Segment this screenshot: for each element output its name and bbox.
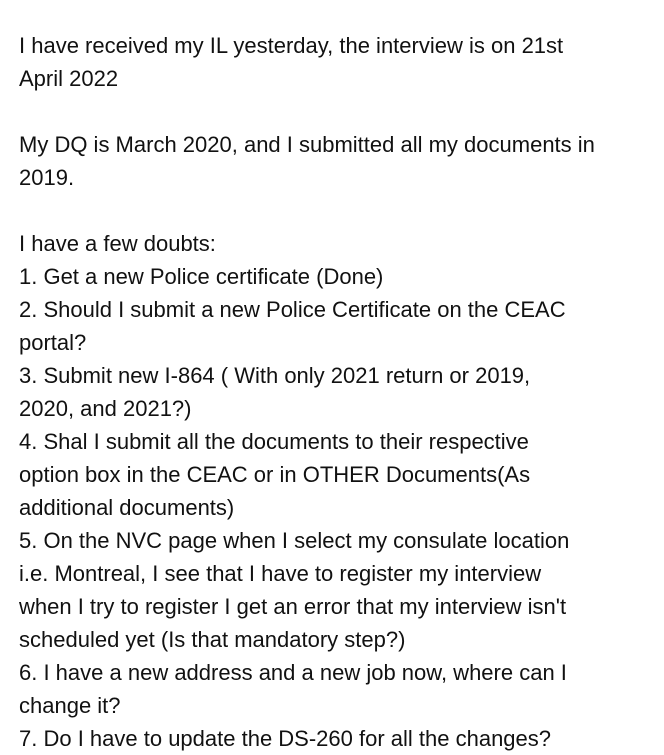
doubt-item xyxy=(19,260,646,293)
text-line: change it? xyxy=(19,693,121,718)
text-line: I have received my IL yesterday, the interview is on 21st xyxy=(19,33,564,58)
text-line: 4. Shal I submit all the documents to their respective xyxy=(19,429,529,454)
doubt-item xyxy=(19,524,646,656)
text-line: portal? xyxy=(19,330,87,355)
doubt-item xyxy=(19,656,646,722)
text-line: 2019. xyxy=(19,165,75,190)
paragraph-spacer xyxy=(19,194,646,227)
text-line: 6. I have a new address and a new job now, where can I xyxy=(19,660,567,685)
paragraph-spacer xyxy=(19,95,646,128)
text-line: 7. Do I have to update the DS-260 for all the changes? xyxy=(19,726,552,751)
doubt-item xyxy=(19,425,646,524)
paragraph-interview-letter xyxy=(19,29,646,95)
paragraph-documents xyxy=(19,128,646,194)
text-line: 2020, and 2021?) xyxy=(19,396,192,421)
text-line: when I try to register I get an error that my interview isn't xyxy=(19,594,567,619)
doubt-item xyxy=(19,293,646,359)
text-line: I have a few doubts: xyxy=(19,231,216,256)
text-line: i.e. Montreal, I see that I have to register my interview xyxy=(19,561,542,586)
doubt-item xyxy=(19,359,646,425)
doubts-list xyxy=(19,260,646,755)
doubts-intro xyxy=(19,227,646,260)
text-line: 2. Should I submit a new Police Certificate on the CEAC xyxy=(19,297,566,322)
text-line: My DQ is March 2020, and I submitted all my documents in xyxy=(19,132,595,157)
text-line: 1. Get a new Police certificate (Done) xyxy=(19,264,384,289)
text-line: 5. On the NVC page when I select my consulate location xyxy=(19,528,570,553)
text-line: scheduled yet (Is that mandatory step?) xyxy=(19,627,406,652)
text-line: option box in the CEAC or in OTHER Documents(As xyxy=(19,462,531,487)
text-line: 3. Submit new I-864 ( With only 2021 return or 2019, xyxy=(19,363,531,388)
text-line: additional documents) xyxy=(19,495,235,520)
text-line: April 2022 xyxy=(19,66,119,91)
doubt-item xyxy=(19,722,646,755)
